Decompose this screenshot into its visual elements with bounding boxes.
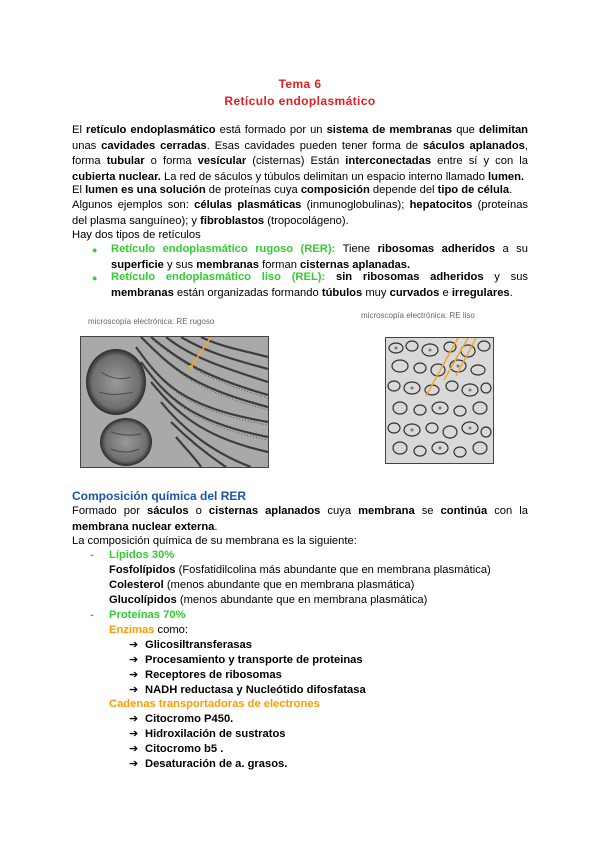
bold-text: interconectadas [345,155,432,167]
text-run: , forma [72,139,528,167]
text-run: a su [495,243,528,255]
bullet-rer [111,242,528,273]
text-run: y sus [163,258,197,271]
bold-text: lumen. [488,170,525,183]
chain-item [129,727,286,742]
text-run: (proteínas del plasma sanguíneo); y [72,199,529,227]
chain-name: Citocromo b5 . [145,743,224,755]
bold-text: fibroblastos [200,214,265,227]
bold-text: membranas [196,258,259,271]
rer-caption: microscopía electrónica: RE rugoso [88,317,215,326]
bold-text: tipo de célula [437,184,510,196]
bold-text: membrana nuclear externa [72,520,215,533]
lipid-item [109,563,491,578]
chain-name: Desaturación de a. grasos. [145,758,288,770]
text-run: unas [72,139,102,152]
lumen-paragraph [72,183,528,199]
bold-text: sáculos [146,505,189,517]
lipids-dash: - [90,549,94,561]
bold-text: retículo endoplasmático [85,124,216,136]
bold-text: sistema de membranas [326,124,453,136]
chain-name: Citocromo P450. [145,713,234,725]
bold-text: membrana [358,505,415,517]
text-run: de proteínas cuya [205,184,301,196]
lipid-item [109,593,427,608]
text-run: y sus [483,271,529,283]
text-run: con la [487,505,528,517]
arrow-icon: ➔ [129,743,139,755]
enzyme-name: NADH reductasa y Nucleótido difosfatasa [145,684,366,696]
text-run: se [414,505,441,517]
arrow-icon: ➔ [129,758,139,770]
rel-heading: Retículo endoplasmático liso (REL): [111,271,326,283]
lipid-desc: (menos abundante que en membrana plasmática) [176,594,428,606]
bold-text: lumen es una solución [85,184,206,196]
rel-micrograph-image [386,338,493,463]
proteins-label: Proteínas 70% [109,609,186,621]
lipid-desc: (menos abundante que en membrana plasmática) [163,579,415,591]
text-run: está formado por un [215,124,327,136]
text-run: Formado por [72,505,147,517]
bold-text: cavidades cerradas [101,139,207,152]
text-run: (cisternas) Están [246,155,346,167]
text-run: (inmunoglobulinas); [301,199,410,211]
text-run: o [188,505,209,517]
arrow-icon: ➔ [129,713,139,725]
enzymes-label: Enzimas [109,624,155,636]
text-run: que [452,124,479,136]
intro-paragraph [72,123,528,185]
lipids-label: Lípidos 30% [109,549,175,561]
lipid-desc: (Fosfatidilcolina más abundante que en membrana plasmática) [175,564,491,576]
examples-paragraph [72,198,528,229]
enzyme-name: Procesamiento y transporte de proteinas [145,654,363,666]
enzyme-item [129,638,252,653]
bold-text: delimitan [478,124,528,136]
text-run: Tiene [335,243,378,255]
text-run: El [72,184,86,196]
bullet-dot: ● [92,273,98,283]
bold-text: sin ribosomas adheridos [335,271,484,283]
bullet-rel [111,270,528,301]
arrow-icon: ➔ [129,669,139,681]
bold-text: túbulos [321,286,363,299]
text-run: e [439,286,452,299]
arrow-icon: ➔ [129,654,139,666]
enzyme-item [129,653,363,668]
text-run: o forma [144,155,198,167]
rel-micrograph [385,337,494,464]
bold-text: ribosomas adheridos [377,243,496,255]
chain-item [129,712,233,727]
enzyme-name: Receptores de ribosomas [145,669,282,681]
topic-number: Tema 6 [278,77,322,91]
enzymes-line [109,623,188,638]
bold-text: cisternas aplanadas. [300,258,411,271]
bold-text: cisternas aplanados [208,505,321,517]
enzyme-item [129,683,366,698]
bold-text: tubular [106,155,145,167]
lipid-item [109,578,414,593]
enzyme-name: Glicosiltransferasas [145,639,252,651]
text-run: (tropocolágeno). [264,214,349,227]
bold-text: continúa [440,505,488,517]
bold-text: células plasmáticas [194,199,302,211]
bold-text: membranas [111,286,174,299]
rel-caption: microscopía electrónica: RE liso [361,311,475,320]
text-run: están organizadas formando [173,286,322,299]
bold-text: vesícular [197,155,247,167]
bold-text: superficie [111,258,164,271]
text-run [325,271,336,283]
text-run: . [509,184,513,196]
text-run: El [72,124,86,136]
lipid-name: Colesterol [109,579,164,591]
chains-label: Cadenas transportadoras de electrones [109,698,320,710]
lipid-name: Glucolípidos [109,594,177,606]
composition-heading: Composición química del RER [72,489,247,503]
rer-heading: Retículo endoplasmático rugoso (RER): [111,243,336,255]
page-title: Retículo endoplasmático [224,94,376,108]
text-run: forman [259,258,301,271]
text-run: . Esas cavidades pueden tener forma de [206,139,424,152]
chain-name: Hidroxilación de sustratos [145,728,286,740]
arrow-icon: ➔ [129,728,139,740]
lipid-name: Fosfolípidos [109,564,176,576]
text-run: cuya [320,505,359,517]
composition-intro: La composición química de su membrana es la siguiente: [72,535,357,547]
text-run: Algunos ejemplos son: [72,199,195,211]
bold-text: irregulares [451,286,510,299]
text-run: depende del [369,184,438,196]
bold-text: cubierta nuclear. [72,170,161,183]
bold-text: curvados [389,286,440,299]
rer-micrograph-image [81,337,268,467]
text-run: entre sí y con la [431,155,528,167]
arrow-icon: ➔ [129,684,139,696]
chain-item [129,757,287,772]
bold-text: composición [300,184,370,196]
arrow-icon: ➔ [129,639,139,651]
bold-text: hepatocitos [409,199,473,211]
rer-micrograph [80,336,269,468]
enzymes-suffix: como: [154,624,188,636]
composition-paragraph [72,504,528,535]
text-run: . [509,286,513,299]
enzyme-item [129,668,282,683]
text-run: muy [362,286,390,299]
text-run: . [214,520,218,533]
types-intro: Hay dos tipos de retículos [72,229,201,241]
proteins-dash: - [90,609,94,621]
bullet-dot: ● [92,245,98,255]
text-run: La red de sáculos y túbulos delimitan un espacio interno llamado [160,170,489,183]
chain-item [129,742,223,757]
bold-text: sáculos aplanados [423,139,525,152]
